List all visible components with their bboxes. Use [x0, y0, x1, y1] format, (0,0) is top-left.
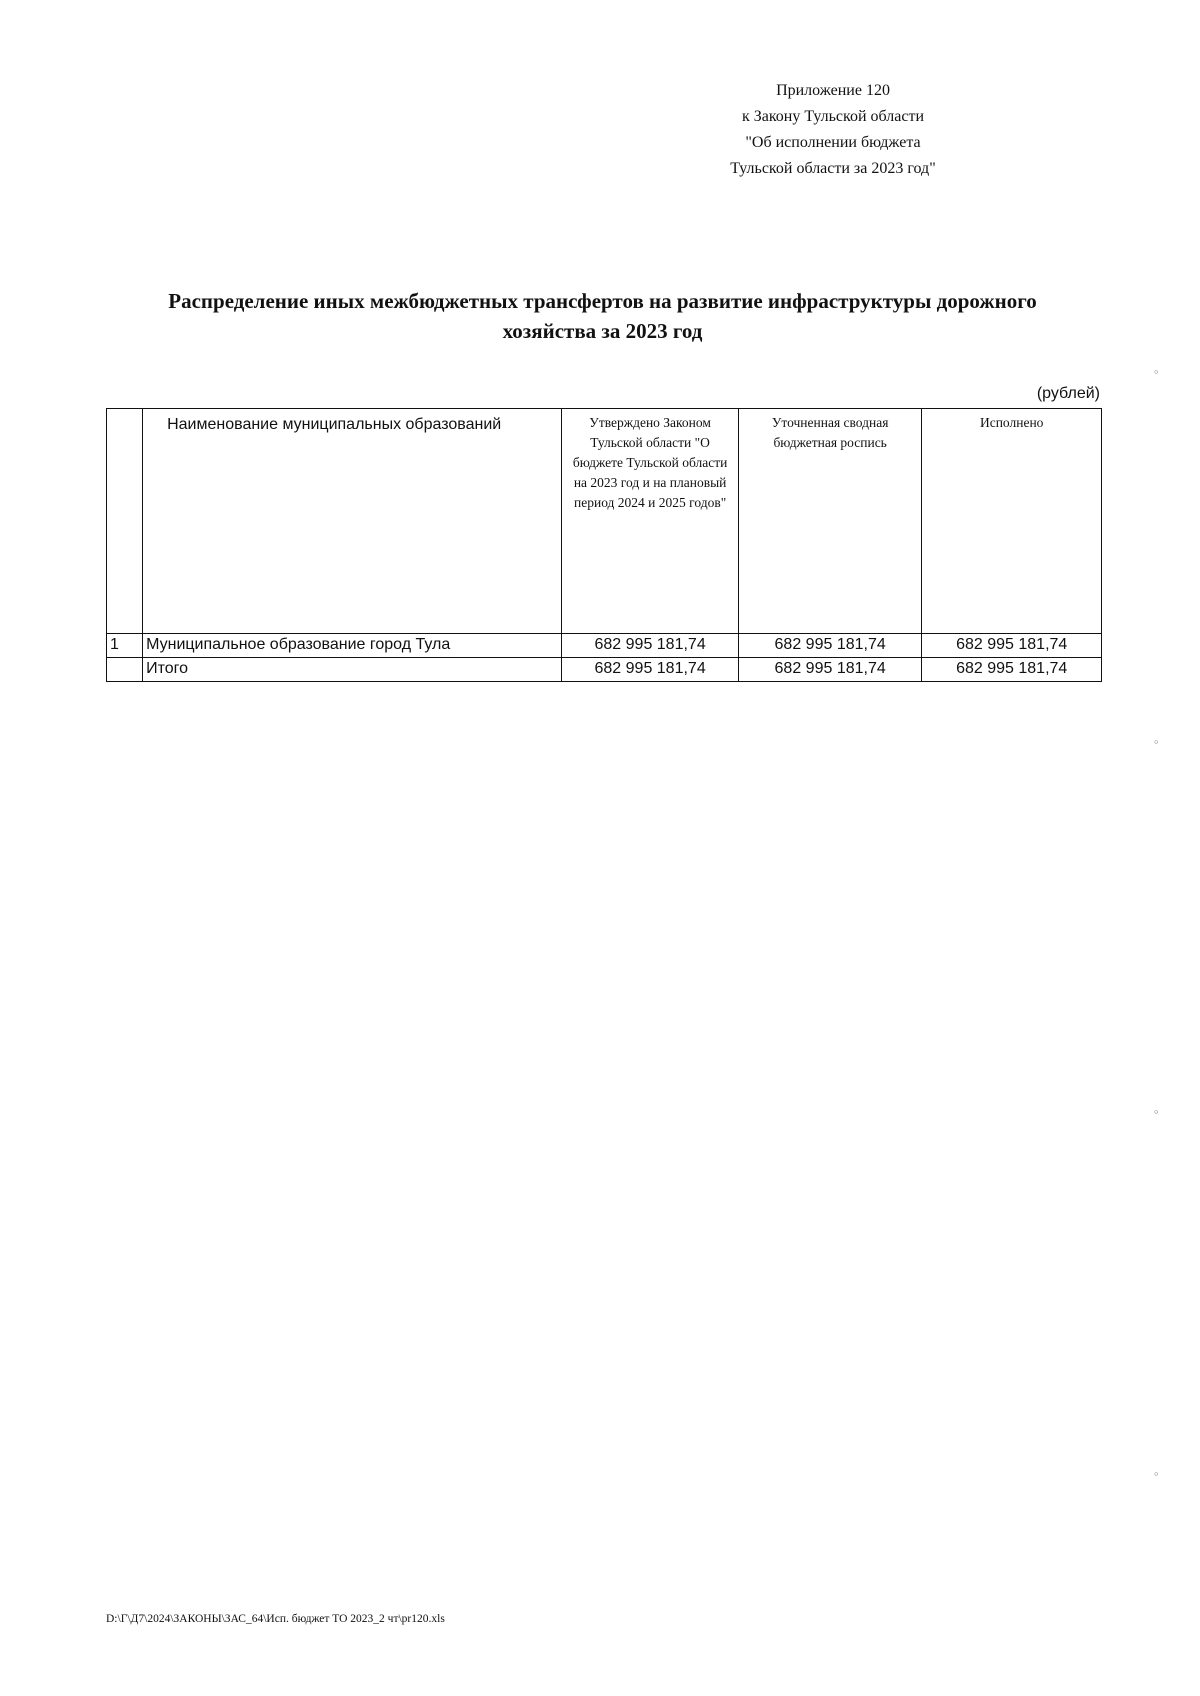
total-row — [107, 658, 1102, 682]
document-title — [110, 286, 1095, 346]
appendix-block — [700, 78, 966, 182]
header-refined: Уточненная сводная бюджетная роспись — [738, 409, 922, 634]
row-number: 1 — [107, 634, 143, 658]
appendix-line-3: "Об исполнении бюджета — [745, 134, 921, 151]
header-executed: Исполнено — [922, 409, 1102, 634]
header-num — [107, 409, 143, 634]
margin-mark-icon: ◦ — [1153, 736, 1160, 749]
transfers-table — [106, 408, 1102, 682]
margin-mark-icon: ◦ — [1153, 366, 1160, 379]
total-executed: 682 995 181,74 — [922, 658, 1102, 682]
row-executed: 682 995 181,74 — [922, 634, 1102, 658]
document-title-line-1: Распределение иных межбюджетных трансфертов на развитие инфраструктуры дорожного — [168, 289, 1037, 313]
total-number — [107, 658, 143, 682]
total-name: Итого — [143, 658, 562, 682]
margin-mark-icon: ◦ — [1153, 1468, 1160, 1481]
row-approved: 682 995 181,74 — [562, 634, 739, 658]
row-name: Муниципальное образование город Тула — [143, 634, 562, 658]
total-refined: 682 995 181,74 — [738, 658, 922, 682]
appendix-line-1: Приложение 120 — [776, 82, 890, 99]
document-title-line-2: хозяйства за 2023 год — [502, 319, 703, 343]
header-approved: Утверждено Законом Тульской области "О бюджете Тульской области на 2023 год и на плановый период 2024 и 2025 годов" — [562, 409, 739, 634]
table-header-row — [107, 409, 1102, 634]
appendix-line-4: Тульской области за 2023 год" — [730, 160, 936, 177]
units-label: (рублей) — [1036, 385, 1100, 402]
appendix-line-2: к Закону Тульской области — [741, 108, 925, 125]
total-approved: 682 995 181,74 — [562, 658, 739, 682]
row-refined: 682 995 181,74 — [738, 634, 922, 658]
footer-file-path: D:\Г\Д7\2024\ЗАКОНЫ\ЗАС_64\Исп. бюджет ТО 2023_2 чт\pr120.xls — [106, 1613, 445, 1625]
header-name: Наименование муниципальных образований — [143, 409, 562, 634]
table-row — [107, 634, 1102, 658]
margin-mark-icon: ◦ — [1153, 1106, 1160, 1119]
